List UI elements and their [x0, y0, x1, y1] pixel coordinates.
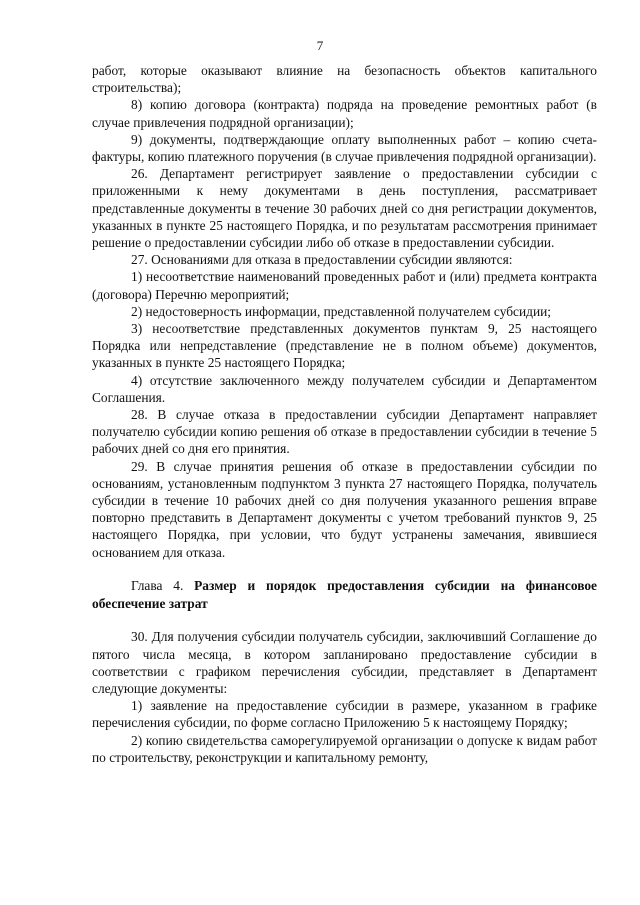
- paragraph-28: 28. В случае отказа в предоставлении субсидии Департамент направляет получателю субсидии копию решения об отказе в предоставлении субсидии в течение 5 рабочих дней со дня его принятия.: [92, 407, 597, 457]
- list-item-8: 8) копию договора (контракта) подряда на проведение ремонтных работ (в случае привлечения подрядной организации);: [92, 97, 597, 130]
- paragraph-continued: работ, которые оказывают влияние на безопасность объектов капитального строительства);: [92, 63, 597, 96]
- page-number: 7: [316, 38, 324, 53]
- refusal-reason-4: 4) отсутствие заключенного между получателем субсидии и Департаментом Соглашения.: [92, 372, 597, 405]
- refusal-reason-1: 1) несоответствие наименований проведенных работ и (или) предмета контракта (договора) Перечню мероприятий;: [92, 269, 597, 302]
- refusal-reason-2: 2) недостоверность информации, представленной получателем субсидии;: [131, 303, 551, 319]
- paragraph-26: 26. Департамент регистрирует заявление о предоставлении субсидии с приложенными к нему документами в день поступления, рассматривает представленные документы в течение 30 рабочих дней со дня регистрации документов, указанных в пункте 25 настоящего Порядка, и по результатам рассмотрения принимает решение о предоставлении субсидии либо об отказе в предоставлении субсидии.: [92, 166, 597, 251]
- paragraph-29: 29. В случае принятия решения об отказе в предоставлении субсидии по основаниям, установленным подпунктом 3 пункта 27 настоящего Порядка, получатель субсидии в течение 10 рабочих дней со дня получения указанного решения вправе повторно представить в Департамент документы с учетом требований пунктов 9, 25 настоящего Порядка, при условии, что будут устранены замечания, явившиеся основанием для отказа.: [92, 458, 597, 560]
- document-body: [92, 62, 597, 766]
- paragraph-30: 30. Для получения субсидии получатель субсидии, заключивший Соглашение до пятого числа месяца, в котором запланировано предоставление субсидии в соответствии с графиком перечисления субсидии, представляет в Департамент следующие документы:: [92, 629, 597, 696]
- paragraph-27: 27. Основаниями для отказа в предоставлении субсидии являются:: [131, 252, 513, 268]
- chapter-label: Глава 4.: [131, 578, 184, 594]
- list-item-9: 9) документы, подтверждающие оплату выполненных работ – копию счета-фактуры, копию платежного поручения (в случае привлечения подрядной организации).: [92, 131, 597, 165]
- document-item-2: 2) копию свидетельства саморегулируемой организации о допуске к видам работ по строительству, реконструкции и капитальному ремонту,: [92, 732, 597, 765]
- chapter-heading: [92, 577, 597, 611]
- document-item-1: 1) заявление на предоставление субсидии в размере, указанном в графике перечисления субсидии, по форме согласно Приложению 5 к настоящему Порядку;: [92, 698, 597, 731]
- refusal-reason-3: 3) несоответствие представленных документов пунктам 9, 25 настоящего Порядка или непредставление (представление не в полном объеме) документов, указанных в пункте 25 настоящего Порядка;: [92, 321, 597, 371]
- chapter-title: Размер и порядок предоставления субсидии на финансовое обеспечение затрат: [92, 578, 597, 611]
